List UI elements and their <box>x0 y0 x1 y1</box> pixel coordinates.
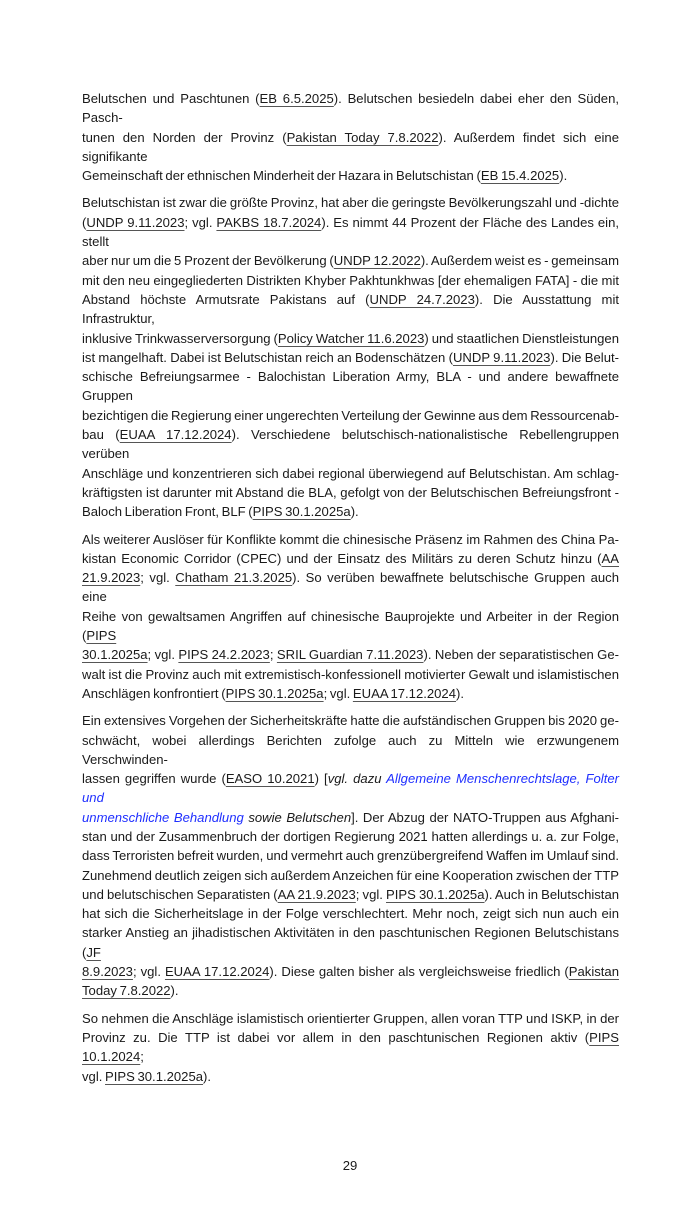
text-run: ; vgl. <box>355 886 387 902</box>
citation-link[interactable]: 8.9.2023 <box>82 964 133 980</box>
text-run: ). Verschiedene belutschisch-nationalistische Rebellengruppen verüben <box>82 427 619 462</box>
text-run: vgl. <box>82 1068 106 1084</box>
text-line <box>82 193 619 212</box>
text-run: ; vgl. <box>147 647 179 663</box>
text-run: ; vgl. <box>323 685 353 701</box>
text-line <box>82 827 619 846</box>
text-run: Belutschistan ist zwar die größte Provinz, hat aber die geringste Bevölkerungszahl und -dichte <box>82 195 619 211</box>
text-run: ( <box>82 214 87 230</box>
citation-link[interactable]: 30.1.2025a <box>82 647 148 663</box>
text-run: ). Die Ausstattung mit Infrastruktur, <box>82 291 619 327</box>
citation-link[interactable]: UNDP 9.11.2023 <box>452 349 551 365</box>
text-run: kistan Economic Corridor (CPEC) und der Einsatz des Militärs zu deren Schutz hinzu ( <box>82 550 602 566</box>
cross-reference-link[interactable]: unmenschliche Behandlung <box>82 809 244 825</box>
text-run: ). <box>350 504 359 520</box>
text-line <box>82 568 619 607</box>
citation-link[interactable]: PAKBS 18.7.2024 <box>216 214 322 230</box>
citation-link[interactable]: PIPS 30.1.2025a <box>225 685 324 701</box>
citation-link[interactable]: PIPS 30.1.2025a <box>386 886 485 902</box>
text-run: schwächt, wobei allerdings Berichten zufolge auch zu Mitteln wie erzwungenem Verschwinden- <box>82 732 619 767</box>
text-run: Baloch Liberation Front, BLF ( <box>82 504 253 520</box>
text-run: ). <box>170 983 179 999</box>
text-line <box>82 962 619 981</box>
cross-reference-link[interactable]: Allgemeine Menschenrechtslage, Folter und <box>82 771 619 806</box>
text-line <box>82 271 619 290</box>
text-run: ; vgl. <box>132 964 165 980</box>
citation-link[interactable]: UNDP 24.7.2023 <box>369 291 475 307</box>
text-run: ; <box>140 1049 144 1065</box>
text-run: ). So verüben bewaffnete belutschische Gruppen auch eine <box>82 570 619 605</box>
text-run: lassen gegriffen wurde ( <box>82 771 226 787</box>
text-line <box>82 885 619 904</box>
citation-link[interactable]: EUAA 17.12.2024 <box>119 427 232 443</box>
text-run: aber nur um die 5 Prozent der Bevölkerung ( <box>82 253 334 269</box>
citation-link[interactable]: SRIL Guardian 7.11.2023 <box>276 647 424 663</box>
citation-link[interactable]: PIPS <box>86 628 117 644</box>
text-line <box>82 425 619 464</box>
text-line <box>82 711 619 730</box>
citation-link[interactable]: PIPS 24.2.2023 <box>178 647 270 663</box>
text-run: ). Es nimmt 44 Prozent der Fläche des Landes ein, stellt <box>82 214 619 250</box>
citation-link[interactable]: EASO 10.2021 <box>225 771 315 787</box>
text-run: Ein extensives Vorgehen der Sicherheitskräfte hatte die aufständischen Gruppen bis 2020 ge- <box>82 713 619 729</box>
text-line <box>82 923 619 962</box>
text-run: bau ( <box>82 427 120 443</box>
text-run: Als weiterer Auslöser für Konflikte kommt die chinesische Präsenz im Rahmen des China Pa- <box>82 531 619 547</box>
paragraph <box>82 1009 619 1086</box>
document-body <box>82 0 619 1086</box>
text-line <box>82 808 619 827</box>
text-line <box>82 530 619 549</box>
citation-link[interactable]: JF <box>86 944 101 960</box>
text-line <box>82 549 619 568</box>
text-line <box>82 89 619 128</box>
text-run: Anschlägen konfrontiert ( <box>82 685 226 701</box>
text-line <box>82 166 619 185</box>
text-run: ]. Der Abzug der NATO-Truppen aus Afghani- <box>351 809 619 825</box>
citation-link[interactable]: Chatham 21.3.2025 <box>175 570 293 586</box>
text-line <box>82 502 619 521</box>
text-run: dass Terroristen befreit wurden, und vermehrt auch grenzübergreifend Waffen im Umlauf sind. <box>82 848 619 864</box>
text-line <box>82 464 619 483</box>
citation-link[interactable]: AA 21.9.2023 <box>277 886 356 902</box>
text-run: ). Neben der separatistischen Ge- <box>423 647 620 663</box>
text-line <box>82 251 619 270</box>
text-line <box>82 1028 619 1067</box>
text-run: ; <box>269 647 277 663</box>
text-line <box>82 128 619 167</box>
text-run: und belutschischen Separatisten ( <box>82 886 278 902</box>
text-line <box>82 483 619 502</box>
text-line <box>82 290 619 329</box>
citation-link[interactable]: EB 6.5.2025 <box>259 91 334 106</box>
text-run: ). Auch in Belutschistan <box>484 886 620 902</box>
text-run: ). Außerdem findet sich eine signifikante <box>82 129 619 164</box>
text-run: Reihe von gewaltsamen Angriffen auf chinesische Bauprojekte und Arbeiter in der Region ( <box>82 608 619 644</box>
citation-link[interactable]: PIPS 30.1.2025a <box>105 1068 204 1084</box>
text-run: Abstand höchste Armutsrate Pakistans auf ( <box>82 291 370 307</box>
text-line <box>82 213 619 252</box>
citation-link[interactable]: EUAA 17.12.2024 <box>164 964 270 980</box>
citation-link[interactable]: EB 15.4.2025 <box>480 168 560 184</box>
text-line <box>82 367 619 406</box>
text-run: ist mangelhaft. Dabei ist Belutschistan reich an Bodenschätzen ( <box>82 349 453 365</box>
text-line <box>82 665 619 684</box>
citation-link[interactable]: PIPS 10.1.2024 <box>82 1029 619 1065</box>
citation-link[interactable]: Pakistan <box>568 964 619 980</box>
text-run: ). Diese galten bisher als vergleichsweise friedlich ( <box>269 964 569 980</box>
text-line <box>82 684 619 703</box>
citation-link[interactable]: Today 7.8.2022 <box>82 983 171 999</box>
text-run: ). Die Belut- <box>550 349 619 365</box>
citation-link[interactable]: EUAA 17.12.2024 <box>352 685 456 701</box>
text-run: ; vgl. <box>140 570 176 586</box>
text-line <box>82 406 619 425</box>
italic-text: sowie Belutschen <box>243 809 352 825</box>
text-run: ; vgl. <box>184 214 217 230</box>
citation-link[interactable]: Pakistan Today 7.8.2022 <box>286 129 439 145</box>
text-line <box>82 607 619 646</box>
text-run: So nehmen die Anschläge islamistisch orientierter Gruppen, allen voran TTP und ISKP, in der <box>82 1010 619 1026</box>
text-line <box>82 1067 619 1086</box>
text-run: tunen den Norden der Provinz ( <box>82 129 287 145</box>
text-line <box>82 731 619 770</box>
citation-link[interactable]: PIPS 30.1.2025a <box>252 504 351 520</box>
text-run: hat sich die Sicherheitslage in der Folge verschlechtert. Mehr noch, zeigt sich nun auch ein <box>82 906 619 922</box>
text-run: ). Außerdem weist es - gemeinsam <box>420 253 619 269</box>
citation-link[interactable]: UNDP 9.11.2023 <box>86 214 185 230</box>
citation-link[interactable]: AA <box>601 550 619 566</box>
text-run: inklusive Trinkwasserversorgung ( <box>82 330 278 346</box>
text-line <box>82 981 619 1000</box>
text-run: stan und der Zusammenbruch der dortigen Regierung 2021 hatten allerdings u. a. zur Folge, <box>82 828 619 844</box>
paragraph <box>82 711 619 1000</box>
text-run: kräftigsten ist darunter mit Abstand die BLA, gefolgt von der Belutschischen Befreiungsfront - <box>82 484 619 500</box>
text-run: Anschläge und konzentrieren sich dabei regional überwiegend auf Belutschistan. Am schlag- <box>82 465 619 481</box>
text-line <box>82 769 619 808</box>
text-run: starker Anstieg an jihadistischen Aktivitäten in den paschtunischen Regionen Belutschistans ( <box>82 925 619 960</box>
paragraph <box>82 89 619 185</box>
text-run: walt ist die Provinz auch mit extremistisch-konfessionell motivierter Gewalt und islamistischen <box>82 666 619 682</box>
italic-text: vgl. dazu <box>327 771 387 787</box>
citation-link[interactable]: UNDP 12.2022 <box>333 253 421 269</box>
paragraph <box>82 193 619 521</box>
text-run: Provinz zu. Die TTP ist dabei vor allem in den paschtunischen Regionen aktiv ( <box>82 1029 590 1045</box>
text-line <box>82 1009 619 1028</box>
text-line <box>82 904 619 923</box>
page-number: 29 <box>342 1157 358 1173</box>
text-line <box>82 846 619 865</box>
text-run: ). <box>456 685 464 701</box>
text-run: ). Belutschen besiedeln dabei eher den Süden, Pasch- <box>82 91 619 126</box>
text-run: mit den neu eingegliederten Distrikten Khyber Pakhtunkhwas [der ehemaligen FATA] - die mit <box>82 272 619 288</box>
text-run: ) und staatlichen Dienstleistungen <box>424 330 619 346</box>
text-run: ). <box>559 168 568 184</box>
text-run: ) [ <box>314 771 328 787</box>
citation-link[interactable]: 21.9.2023 <box>82 570 141 586</box>
citation-link[interactable]: Policy Watcher 11.6.2023 <box>277 330 425 346</box>
paragraph <box>82 530 619 704</box>
text-run: Gemeinschaft der ethnischen Minderheit der Hazara in Belutschistan ( <box>82 168 481 184</box>
text-line <box>82 866 619 885</box>
text-run: Zunehmend deutlich zeigen sich außerdem Anzeichen für eine Kooperation zwischen der TTP <box>82 867 619 883</box>
text-run: schische Befreiungsarmee - Balochistan Liberation Army, BLA - und andere bewaffnete Gruppen <box>82 369 619 404</box>
text-line <box>82 329 619 348</box>
text-line <box>82 348 619 367</box>
text-run: bezichtigen die Regierung einer ungerechten Verteilung der Gewinne aus dem Ressourcenab- <box>82 407 619 423</box>
text-run: ). <box>203 1068 212 1084</box>
text-run: Belutschen und Paschtunen ( <box>82 91 260 106</box>
text-line <box>82 645 619 664</box>
